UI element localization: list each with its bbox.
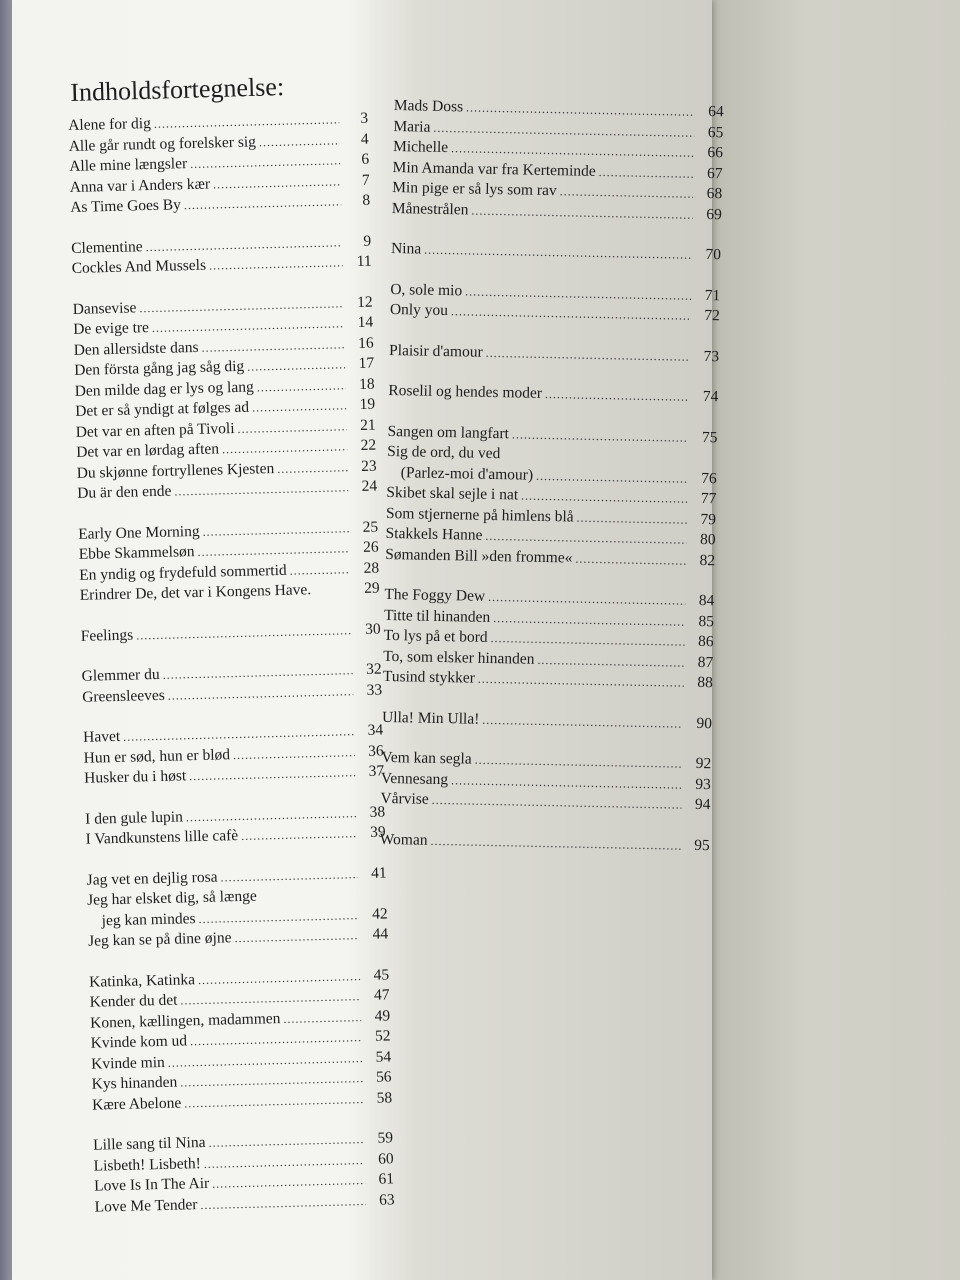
toc-entry-title: Vårvise (380, 789, 429, 808)
toc-entry-title: Kære Abelone (91, 1094, 182, 1114)
toc-page-number: 63 (378, 1190, 395, 1209)
toc-entry-title: Tusind stykker (382, 667, 476, 687)
toc-entry-title: Michelle (392, 137, 449, 157)
toc-page-number: 6 (361, 150, 370, 168)
toc-page-number: 18 (358, 375, 375, 393)
toc-page-number: 64 (708, 103, 724, 121)
toc-page-number: 32 (365, 660, 382, 678)
toc-page-number: 87 (697, 653, 714, 671)
toc-leader-dots (257, 375, 346, 398)
toc-leader-dots (174, 477, 348, 502)
toc-entry-title: The Foggy Dew (384, 585, 486, 605)
toc-leader-dots (209, 252, 343, 276)
toc-page-number: 86 (697, 632, 714, 651)
toc-entry-title: Lisbeth! Lisbeth! (93, 1154, 202, 1175)
toc-entry-title: Only you (389, 300, 449, 320)
toc-entry-title: Dansevise (72, 298, 137, 318)
toc-leader-dots (289, 559, 350, 581)
toc-page-number: 74 (702, 387, 719, 406)
toc-entry-title: Love Me Tender (94, 1195, 198, 1216)
toc-leader-dots (512, 424, 689, 448)
toc-entry-title: Alene for dig (68, 114, 152, 134)
toc-entry-title: Early One Morning (78, 522, 200, 543)
toc-page-number: 75 (701, 428, 718, 446)
toc-page-number: 73 (703, 347, 720, 365)
toc-page-number: 12 (356, 293, 373, 311)
toc-page-number: 84 (698, 591, 715, 610)
toc-entry-title: Vem kan segla (381, 748, 472, 768)
toc-letter-group (385, 421, 718, 571)
toc-page-number: 65 (707, 123, 724, 141)
toc-page-number: 8 (362, 191, 371, 209)
toc-entry-title: Stakkels Hanne (385, 524, 483, 544)
toc-entry-title: I den gule lupin (84, 807, 184, 828)
toc-entry-title: Woman (379, 830, 428, 849)
toc-page-number: 58 (376, 1088, 393, 1107)
toc-column-left (68, 109, 395, 1218)
toc-leader-dots (247, 354, 345, 377)
toc-leader-dots (536, 465, 688, 488)
toc-entry-title: Havet (82, 727, 121, 746)
toc-entry-title: Skibet skal sejle i nat (386, 483, 519, 504)
toc-leader-dots (503, 458, 688, 462)
toc-page-number: 24 (361, 477, 378, 495)
toc-entry-title: Ebbe Skammelsøn (78, 543, 195, 563)
toc-page-number: 23 (360, 457, 377, 475)
toc-entry-title: Mads Doss (393, 96, 464, 116)
toc-entry-title: Sangen om langfart (387, 422, 510, 442)
toc-leader-dots (241, 823, 357, 846)
toc-entry-title: Den milde dag er lys og lang (74, 378, 254, 400)
toc-page-number: 95 (694, 836, 710, 854)
toc-entry-title: Den allersidste dans (73, 338, 199, 359)
toc-page-number: 90 (696, 714, 713, 732)
toc-page-number: 82 (699, 551, 716, 569)
toc-entry-title: Min pige er så lys som rav (392, 178, 557, 200)
toc-letter-group (380, 748, 711, 816)
toc-leader-dots (599, 161, 694, 183)
toc-letter-group (93, 1128, 395, 1217)
toc-page-number: 17 (358, 354, 375, 372)
toc-page-number: 49 (374, 1006, 391, 1025)
toc-page-number: 11 (356, 252, 372, 270)
toc-page-number: 71 (704, 286, 721, 304)
toc-leader-dots (478, 669, 684, 693)
toc-entry-title: Den första gång jag såg dig (74, 357, 245, 379)
toc-page-number: 54 (375, 1047, 392, 1066)
toc-entry-title: Min Amanda var fra Kerteminde (392, 158, 596, 180)
toc-entry-title: Du är den ende (77, 482, 172, 502)
toc-leader-dots (184, 191, 342, 215)
toc-leader-dots (545, 384, 690, 407)
toc-entry-title: Jeg kan se på dine øjne (87, 929, 232, 950)
toc-entry-title: Kys hinanden (91, 1073, 178, 1093)
toc-leader-dots (237, 416, 347, 439)
toc-entry-title: En yndig og frydefuld sommertid (79, 561, 287, 584)
toc-leader-dots (189, 762, 355, 787)
toc-letter-group (68, 109, 370, 219)
toc-page-number: 56 (375, 1068, 392, 1086)
toc-entry-title: Titte til hinanden (383, 606, 491, 626)
toc-entry-title: Kvinde min (90, 1053, 165, 1073)
toc-page-number: 44 (372, 925, 389, 943)
toc-page-number: 88 (697, 673, 713, 692)
toc-leader-dots (200, 1191, 366, 1216)
toc-page-number: 61 (378, 1170, 395, 1188)
toc-entry-title: Erindrer De, det var i Kongens Have. (79, 581, 312, 604)
toc-page-number: 30 (364, 620, 381, 638)
toc-letter-group (83, 720, 384, 789)
toc-leader-dots (482, 709, 683, 733)
toc-leader-dots (234, 925, 359, 949)
toc-entry-title: Alle mine længsler (69, 155, 188, 175)
toc-letter-group (390, 279, 721, 326)
toc-page-number: 59 (377, 1129, 394, 1147)
toc-page-number: 16 (357, 334, 374, 352)
toc-leader-dots (559, 181, 693, 204)
toc-entry-title: Sømanden Bill »den fromme« (385, 545, 573, 567)
toc-leader-dots (430, 830, 681, 855)
toc-entry-title: Jag vet en dejlig rosa (86, 868, 218, 889)
toc-page-number: 76 (701, 469, 717, 487)
toc-entry-title: Som stjernerne på himlens blå (385, 504, 574, 526)
toc-entry-title: To, som elsker hinanden (383, 647, 535, 668)
toc-leader-dots (220, 864, 358, 888)
toc-entry-title: To lys på et bord (383, 626, 488, 646)
toc-leader-dots (471, 200, 693, 225)
toc-entry-title: Sig de ord, du ved (387, 442, 501, 463)
toc-letter-group (78, 517, 380, 606)
toc-entry-title: Jeg har elsket dig, så længe (86, 887, 257, 909)
toc-page-number: 21 (359, 416, 376, 434)
toc-entry-title: Love Is In The Air (93, 1174, 210, 1195)
toc-letter-group (86, 863, 388, 952)
toc-entry-title: Alle går rundt og forelsker sig (68, 132, 257, 155)
toc-page-number: 22 (360, 436, 377, 454)
toc-entry-title: Maria (393, 117, 431, 136)
toc-page-number: 85 (698, 612, 715, 630)
toc-entry-title: Greensleeves (81, 686, 166, 706)
toc-page-number: 38 (369, 802, 386, 821)
toc-page-number: 94 (694, 795, 711, 814)
toc-page-number: 33 (366, 680, 383, 699)
toc-entry-title: Månestrålen (391, 199, 469, 218)
toc-entry-title: Roselil og hendes moder (388, 381, 543, 402)
toc-leader-dots (486, 342, 691, 366)
toc-entry-title: Det var en aften på Tivoli (75, 419, 235, 441)
toc-entry-title: Ulla! Min Ulla! (381, 708, 480, 728)
toc-page-number: 72 (704, 306, 721, 325)
toc-page-number: 34 (367, 721, 384, 739)
toc-page-number: 79 (700, 510, 717, 528)
toc-page-number: 42 (371, 904, 388, 923)
toc-page-number: 47 (373, 986, 390, 1004)
toc-entry-title: Plaisir d'amour (388, 341, 483, 361)
toc-page-number: 37 (368, 762, 385, 780)
toc-entry-title: Anna var i Anders kær (69, 175, 211, 196)
toc-leader-dots (537, 649, 684, 672)
toc-entry-title: Cockles And Mussels (71, 256, 207, 277)
toc-letter-group (392, 96, 724, 225)
toc-letter-group (72, 292, 377, 504)
toc-entry-title: Katinka, Katinka (88, 970, 196, 991)
toc-leader-dots (252, 395, 347, 418)
toc-page-number: 93 (695, 775, 712, 793)
toc-page-number: 19 (359, 395, 376, 413)
toc-leader-dots (314, 593, 350, 594)
toc-entry-title: Clementine (71, 237, 143, 257)
toc-entry-title: Konen, kællingen, madammen (89, 1009, 281, 1032)
toc-page-number: 52 (374, 1027, 391, 1045)
toc-letter-group (85, 802, 386, 850)
toc-entry-title: De evige tre (73, 319, 150, 338)
toc-entry-title: I Vandkunstens lille cafè (85, 827, 239, 848)
toc-page-number: 45 (373, 965, 390, 984)
toc-page-number: 28 (363, 559, 380, 577)
toc-entry-title: Lille sang til Nina (92, 1133, 206, 1154)
toc-entry-title: Hun er sød, hun er blød (83, 745, 231, 767)
toc-entry-title: Glemmer du (81, 665, 160, 685)
toc-entry-title: Det var en lørdag aften (76, 440, 220, 461)
toc-page-number: 25 (362, 518, 379, 536)
toc-page-number: 77 (700, 489, 717, 508)
toc-entry-title: Vennesang (380, 769, 449, 788)
toc-page-number: 39 (369, 823, 386, 841)
toc-column-right (380, 96, 724, 856)
toc-page-number: 70 (705, 246, 722, 264)
toc-page-number: 3 (360, 109, 369, 127)
toc-page-number: 26 (362, 538, 379, 556)
toc-page-number: 60 (377, 1149, 394, 1168)
toc-page-number: 69 (706, 205, 722, 223)
toc-entry-title: (Parlez-moi d'amour) (400, 463, 534, 484)
toc-page-number: 9 (363, 232, 372, 250)
toc-entry-title: Det er så yndigt at følges ad (75, 398, 250, 420)
toc-entry-title: Husker du i høst (83, 767, 187, 787)
toc-page-number: 80 (699, 530, 716, 549)
toc-leader-dots (576, 507, 687, 530)
page-title: Indholdsfortegnelse: (70, 72, 285, 107)
toc-page-number: 68 (706, 185, 723, 203)
toc-entry-title: Du skjønne fortryllenes Kjesten (76, 459, 275, 482)
toc-entry-title: Nina (390, 239, 422, 258)
toc-page-number: 41 (370, 863, 387, 882)
toc-leader-dots (575, 548, 686, 571)
toc-page-number: 67 (706, 164, 723, 182)
toc-leader-dots (277, 457, 348, 479)
book-page (12, 0, 724, 1280)
toc-leader-dots (184, 1089, 363, 1114)
toc-letter-group (89, 965, 392, 1116)
background-facing-page (708, 0, 960, 1280)
toc-leader-dots (283, 1007, 361, 1029)
toc-page-number: 4 (360, 130, 369, 148)
toc-page-number: 92 (695, 754, 712, 773)
toc-letter-group (383, 585, 715, 694)
toc-page-number: 29 (363, 579, 380, 597)
toc-entry-title: O, sole mio (390, 280, 463, 299)
toc-letter-group (81, 660, 382, 708)
toc-entry-title: Kvinde kom ud (90, 1032, 188, 1052)
toc-entry-title: Kender du det (89, 991, 178, 1011)
toc-page-number: 14 (357, 313, 374, 331)
toc-leader-dots (260, 898, 358, 900)
toc-page-number: 7 (361, 171, 370, 189)
toc-entry-title: jeg kan mindes (101, 909, 196, 929)
toc-entry-title: As Time Goes By (70, 196, 182, 216)
toc-leader-dots (259, 130, 340, 152)
toc-letter-group (71, 231, 372, 279)
toc-entry-title: Feelings (80, 626, 134, 645)
toc-page-number: 66 (707, 144, 724, 162)
toc-page-number: 36 (367, 741, 384, 760)
